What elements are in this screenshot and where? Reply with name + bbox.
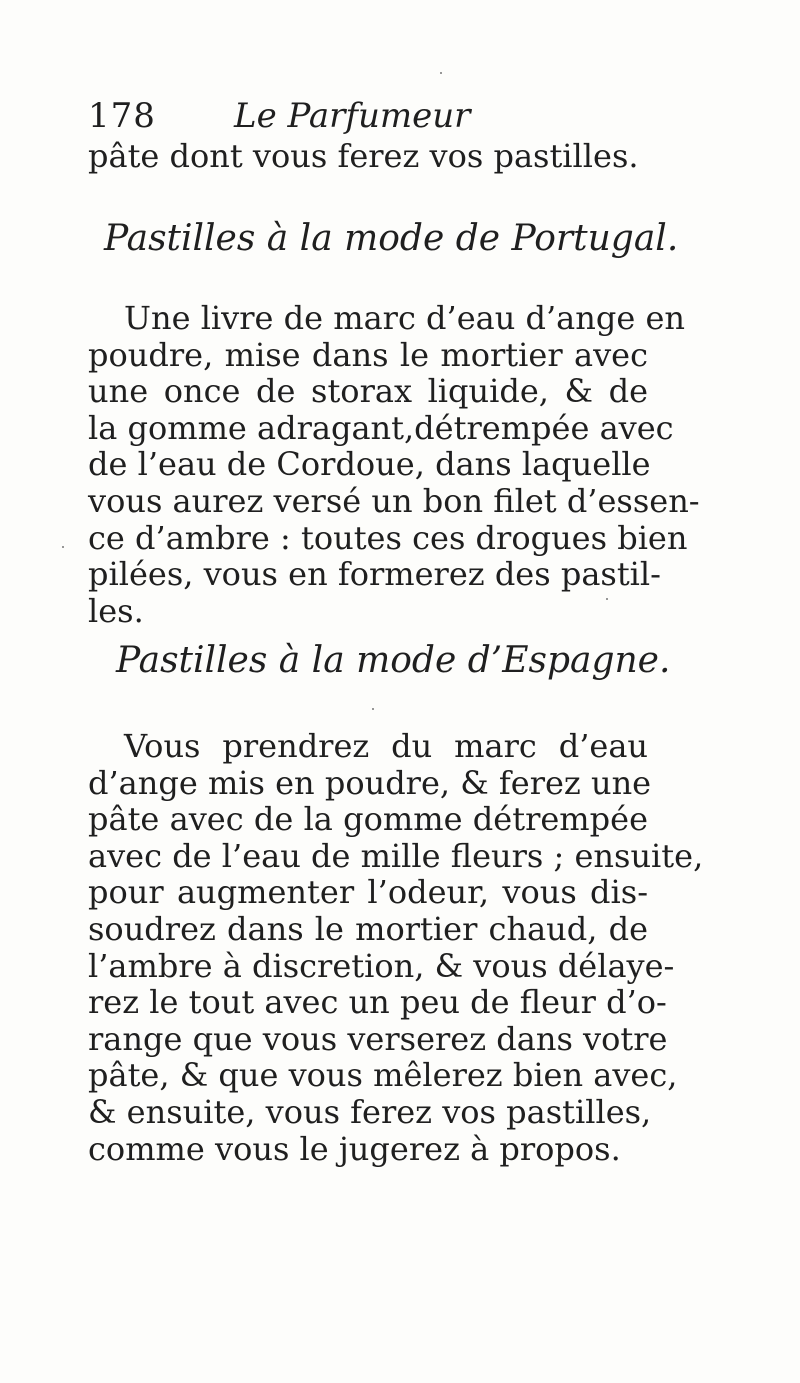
text-line: rez le tout avec un peu de fleur d’o-: [88, 983, 667, 1022]
paper-speck: [372, 708, 374, 710]
text-line: Une livre de marc d’eau d’ange en: [124, 299, 685, 337]
section-heading-portugal: Pastilles à la mode de Portugal.: [104, 218, 679, 259]
text-line: avec de l’eau de mille fleurs ; ensuite,: [88, 836, 704, 875]
text-line: une once de storax liquide, & de: [88, 372, 648, 411]
text-line: vous aurez versé un bon filet d’essen-: [88, 481, 700, 520]
text-line: Vous prendrez du marc d’eau: [124, 727, 648, 765]
text-line: ce d’ambre : toutes ces drogues bien: [88, 518, 688, 557]
text-line: poudre, mise dans le mortier avec: [88, 335, 648, 374]
text-line: comme vous le jugerez à propos.: [88, 1129, 621, 1168]
text-line: l’ambre à discretion, & vous délaye-: [88, 946, 675, 985]
section-heading-espagne: Pastilles à la mode d’Espagne.: [116, 640, 671, 681]
text-line: pâte, & que vous mêlerez bien avec,: [88, 1056, 678, 1095]
paper-speck: [440, 72, 442, 74]
paper-speck: [606, 598, 608, 600]
text-line: de l’eau de Cordoue, dans laquelle: [88, 445, 651, 484]
text-line: range que vous verserez dans votre: [88, 1019, 668, 1058]
paper-speck: [62, 546, 64, 548]
text-line: pilées, vous en formerez des pastil-: [88, 555, 661, 594]
text-line: & ensuite, vous ferez vos pastilles,: [88, 1092, 652, 1131]
text-line: pâte avec de la gomme détrempée: [88, 800, 648, 839]
text-line: soudrez dans le mortier chaud, de: [88, 909, 648, 948]
text-line: pour augmenter l’odeur, vous dis-: [88, 873, 648, 912]
text-line: d’ange mis en poudre, & ferez une: [88, 763, 652, 802]
paragraph-espagne: [88, 727, 704, 1168]
continuation-text: [88, 138, 648, 175]
page-number: 178: [88, 96, 156, 136]
paragraph-portugal: [88, 299, 700, 630]
text-line: la gomme adragant,détrempée avec: [88, 408, 674, 447]
running-title: Le Parfumeur: [234, 96, 471, 136]
text-line: pâte dont vous ferez vos pastilles.: [88, 137, 639, 175]
text-line: les.: [88, 591, 144, 630]
